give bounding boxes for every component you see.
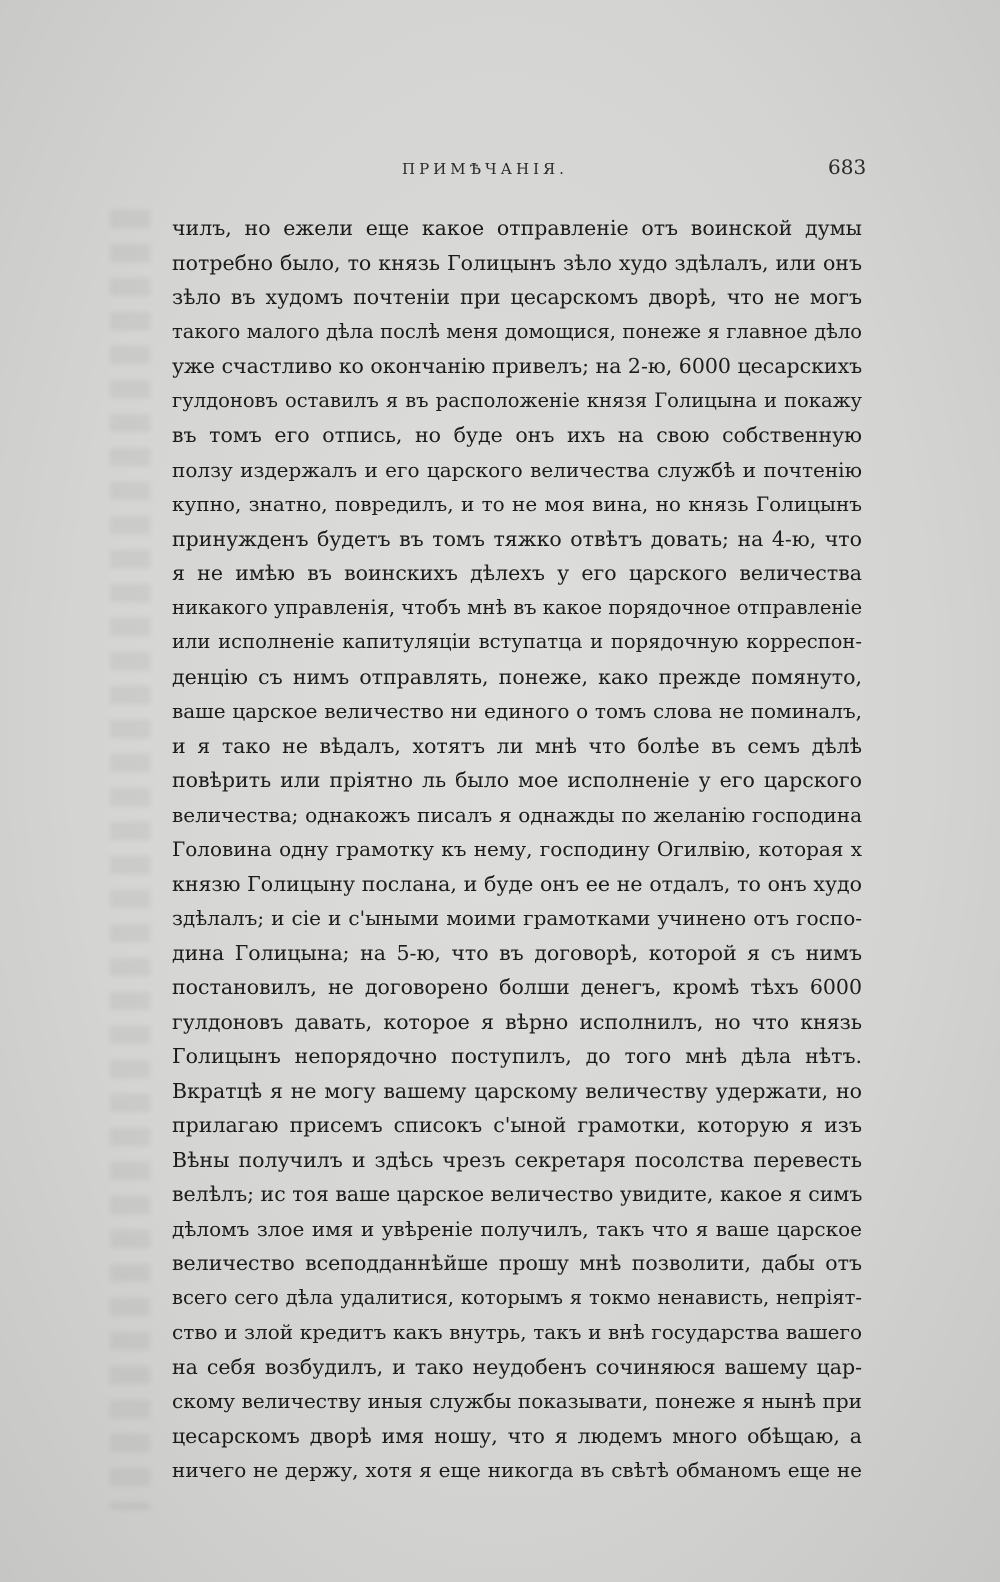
text-line: ство и злой кредитъ какъ внутрь, такъ и внѣ государства вашего (172, 1320, 862, 1344)
text-line: цесарскомъ дворѣ имя ношу, что я людемъ много обѣщаю, а (172, 1423, 862, 1448)
text-line: Головина одну грамотку къ нему, господину Огилвію, которая х (172, 837, 862, 861)
text-line: дина Голицына; на 5-ю, что въ договорѣ, которой я съ нимъ (172, 940, 862, 965)
text-line: повѣрить или пріятно ль было мое исполненіе у его царского (172, 768, 862, 792)
text-line: дѣломъ злое имя и увѣреніе получилъ, такъ что я ваше царское (172, 1216, 862, 1241)
text-line: прилагаю присемъ списокъ с'ыной грамотки, которую я изъ (172, 1113, 862, 1137)
text-line: величества; однакожъ писалъ я однажды по желанію господина (172, 802, 862, 827)
text-line: въ томъ его отпись, но буде онъ ихъ на свою собственную (172, 423, 862, 447)
bleed-through-shadow (110, 210, 150, 1510)
text-line: князю Голицыну послана, и буде онъ ее не отдалъ, то онъ худо (172, 871, 862, 896)
text-line: Голицынъ непорядочно поступилъ, до того мнѣ дѣла нѣтъ. (172, 1044, 862, 1068)
text-line: гулдоновъ оставилъ я въ расположеніе князя Голицына и покажу (172, 388, 862, 412)
body-text (172, 211, 862, 1488)
text-line: ничего не держу, хотя я еще никогда въ свѣтѣ обманомъ еще не (172, 1458, 862, 1482)
text-line: велѣлъ; ис тоя ваше царское величество увидите, какое я симъ (172, 1182, 863, 1206)
text-line: купно, знатно, повредилъ, и то не моя вина, но князь Голицынъ (172, 492, 862, 516)
text-line: на себя возбудилъ, и тако неудобенъ сочиняюся вашему цар- (172, 1354, 862, 1379)
text-line: ползу издержалъ и его царского величества службѣ и почтенію (172, 457, 862, 482)
text-line: чилъ, но ежели еще какое отправленіе отъ воинской думы (172, 216, 862, 240)
text-line: принужденъ будетъ въ томъ тяжко отвѣтъ довать; на 4-ю, что (172, 526, 862, 551)
text-line: скому величеству иныя службы показывати, понеже я нынѣ при (172, 1389, 862, 1413)
text-line: зѣло въ худомъ почтеніи при цесарскомъ дворѣ, что не могъ (172, 285, 862, 309)
text-line: Вкратцѣ я не могу вашему царскому величеству удержати, но (172, 1078, 862, 1103)
text-line: уже счастливо ко окончанію привелъ; на 2-ю, 6000 цесарскихъ (172, 354, 863, 378)
text-line: или исполненіе капитуляціи вступатца и порядочную корреспон- (172, 630, 862, 653)
text-line: здѣлалъ; и сіе и с'ыными моими грамотками учинено отъ госпо- (172, 906, 862, 930)
text-line: постановилъ, не договорено болши денегъ, кромѣ тѣхъ 6000 (172, 975, 862, 999)
text-line: Вѣны получилъ и здѣсь чрезъ секретаря посолства перевесть (172, 1147, 862, 1172)
text-line: денцію съ нимъ отправлять, понеже, како прежде помянуто, (172, 664, 862, 689)
text-line: ваше царское величество ни единого о томъ слова не поминалъ, (172, 699, 862, 723)
running-head: ПРИМѢЧАНІЯ. (402, 160, 568, 178)
text-line: всего сего дѣла удалитися, которымъ я токмо ненависть, непріят- (172, 1285, 862, 1309)
page-number: 683 (828, 155, 867, 179)
text-line: гулдоновъ давать, которое я вѣрно исполнилъ, но что князь (172, 1009, 862, 1034)
text-line: и я тако не вѣдалъ, хотятъ ли мнѣ что болѣе въ семъ дѣлѣ (172, 733, 862, 758)
text-line: потребно было, то князь Голицынъ зѣло худо здѣлалъ, или онъ (172, 250, 862, 275)
text-line: никакого управленія, чтобъ мнѣ въ какое порядочное отправленіе (172, 595, 863, 619)
text-line: я не имѣю въ воинскихъ дѣлехъ у его царского величества (172, 561, 862, 585)
text-line: такого малого дѣла послѣ меня домощися, понеже я главное дѣло (172, 319, 862, 343)
text-line: величество всеподданнѣйше прошу мнѣ позволити, дабы отъ (172, 1251, 862, 1275)
